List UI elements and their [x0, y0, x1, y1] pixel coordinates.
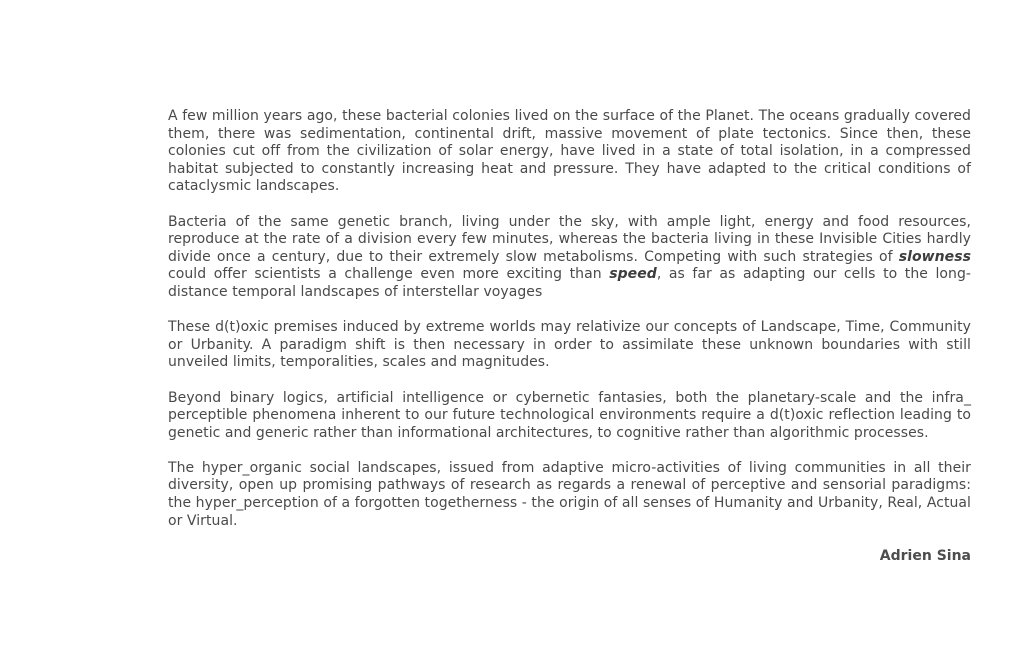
document-body — [168, 108, 971, 565]
emphasized-word: slowness — [898, 248, 971, 265]
paragraph-text: These d(t)oxic premises induced by extreme worlds may relativize our concepts of Landscape, Time, Community or Urbanity. A paradigm shift is then necessary in order to assimilate these unknown boundaries with still unveiled limits, temporalities, scales and magnitudes. — [168, 319, 971, 371]
body-paragraph — [168, 390, 971, 443]
body-paragraph — [168, 108, 971, 196]
paragraph-list — [168, 108, 971, 530]
paragraph-text: Bacteria of the same genetic branch, living under the sky, with ample light, energy and food resources, reproduce at the rate of a division every few minutes, whereas the bacteria living in these Invisible Cities hardly divide once a century, due to their extremely slow metabolisms. Competing with such strategies of — [168, 213, 971, 265]
body-paragraph — [168, 214, 971, 302]
author-signature: Adrien Sina — [879, 547, 971, 564]
body-paragraph — [168, 319, 971, 372]
paragraph-text: Beyond binary logics, artificial intelligence or cybernetic fantasies, both the planetary-scale and the infra_ perceptible phenomena inherent to our future technological environments require a d(t)oxic reflection leading to genetic and generic rather than informational architectures, to cognitive rather than algorithmic processes. — [168, 389, 971, 441]
emphasized-word: speed — [609, 266, 657, 283]
body-paragraph — [168, 460, 971, 530]
paragraph-text: could offer scientists a challenge even more exciting than — [168, 266, 610, 283]
paragraph-text: , as far as adapting our cells to the long-distance temporal landscapes of interstellar voyages — [168, 266, 972, 300]
paragraph-text: The hyper_organic social landscapes, issued from adaptive micro-activities of living communities in all their diversity, open up promising pathways of research as regards a renewal of perceptive and sensorial paradigms: the hyper_perception of a forgotten togetherness - the origin of all senses of Humanity and Urbanity, Real, Actual or Virtual. — [168, 459, 971, 529]
paragraph-text: A few million years ago, these bacterial colonies lived on the surface of the Planet. The oceans gradually covered them, there was sedimentation, continental drift, massive movement of plate tectonics. Since then, these colonies cut off from the civilization of solar energy, have lived in a state of total isolation, in a compressed habitat subjected to constantly increasing heat and pressure. They have adapted to the critical conditions of cataclysmic landscapes. — [168, 108, 971, 195]
